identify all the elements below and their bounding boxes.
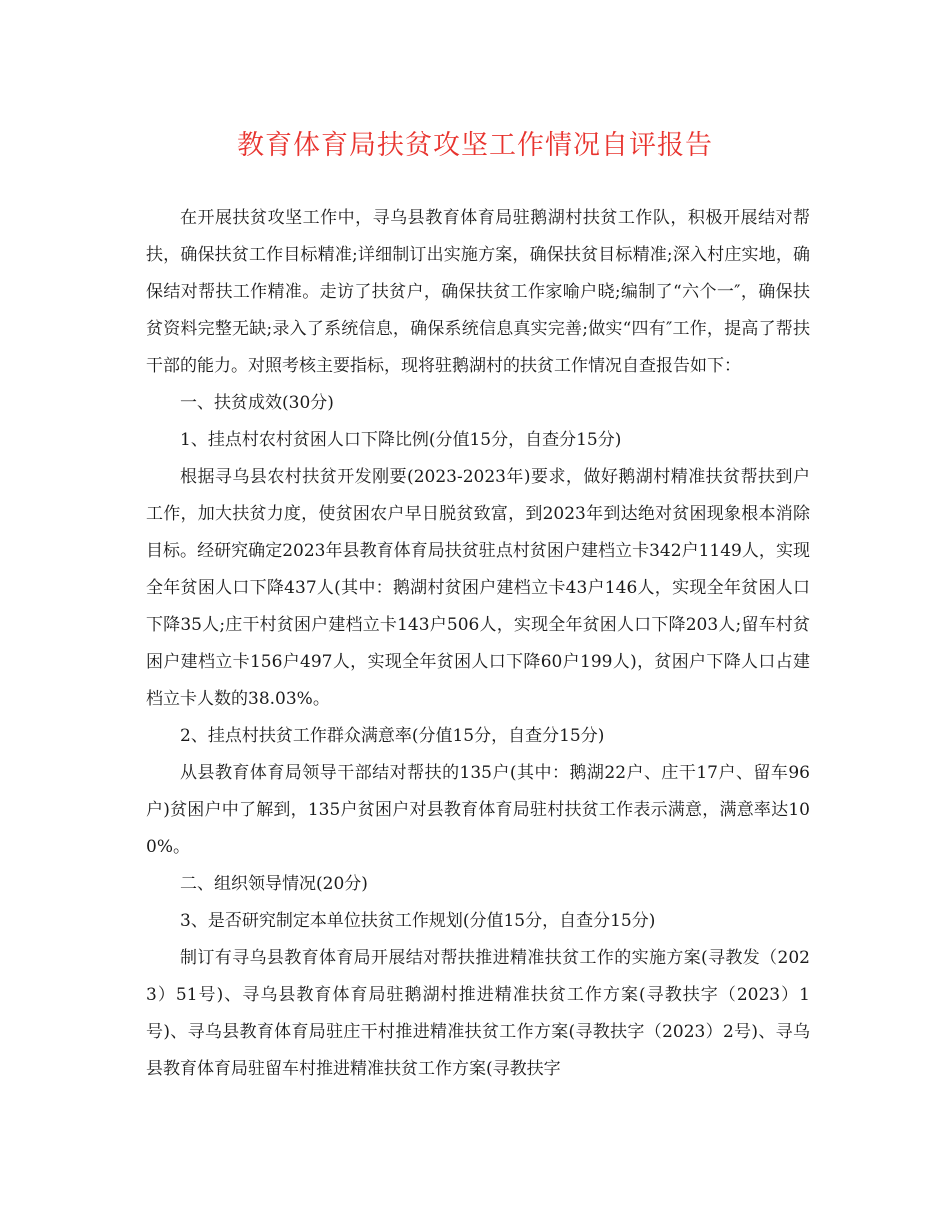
document-body	[146, 200, 810, 1088]
section-heading-2: 二、组织领导情况(20分)	[180, 874, 368, 894]
paragraph-poverty-reduction: 根据寻乌县农村扶贫开发刚要(2023-2023年)要求，做好鹅湖村精准扶贫帮扶到户工作，加大扶贫力度，使贫困农户早日脱贫致富，到2023年到达绝对贫困现象根本消除目标。经研究确定2023年县教育体育局扶贫驻点村贫困户建档立卡342户1149人，实现全年贫困人口下降437人(其中：鹅湖村贫困户建档立卡43户146人，实现全年贫困人口下降35人;庄干村贫困户建档立卡143户506人，实现全年贫困人口下降203人;留车村贫困户建档立卡156户497人，实现全年贫困人口下降60户199人)，贫困户下降人口占建档立卡人数的38.03%。	[146, 467, 810, 709]
subsection-heading-2: 2、挂点村扶贫工作群众满意率(分值15分，自查分15分)	[180, 726, 605, 746]
subsection-heading-3: 3、是否研究制定本单位扶贫工作规划(分值15分，自查分15分)	[180, 911, 656, 931]
document-title: 教育体育局扶贫攻坚工作情况自评报告	[237, 130, 713, 161]
paragraph-plans: 制订有寻乌县教育体育局开展结对帮扶推进精准扶贫工作的实施方案(寻教发（2023）51号)、寻乌县教育体育局驻鹅湖村推进精准扶贫工作方案(寻教扶字（2023）1号)、寻乌县教育体育局驻庄干村推进精准扶贫工作方案(寻教扶字（2023）2号)、寻乌县教育体育局驻留车村推进精准扶贫工作方案(寻教扶字	[146, 948, 810, 1079]
subsection-heading-1: 1、挂点村农村贫困人口下降比例(分值15分，自查分15分)	[180, 430, 622, 450]
section-heading-1: 一、扶贫成效(30分)	[180, 393, 334, 413]
paragraph-satisfaction: 从县教育体育局领导干部结对帮扶的135户(其中：鹅湖22户、庄干17户、留车96户)贫困户中了解到，135户贫困户对县教育体育局驻村扶贫工作表示满意，满意率达100%。	[146, 763, 810, 857]
paragraph-intro: 在开展扶贫攻坚工作中，寻乌县教育体育局驻鹅湖村扶贫工作队，积极开展结对帮扶，确保扶贫工作目标精准;详细制订出实施方案，确保扶贫目标精准;深入村庄实地，确保结对帮扶工作精准。走访了扶贫户，确保扶贫工作家喻户晓;编制了“六个一″，确保扶贫资料完整无缺;录入了系统信息，确保系统信息真实完善;做实“四有″工作，提高了帮扶干部的能力。对照考核主要指标，现将驻鹅湖村的扶贫工作情况自查报告如下：	[146, 208, 810, 376]
